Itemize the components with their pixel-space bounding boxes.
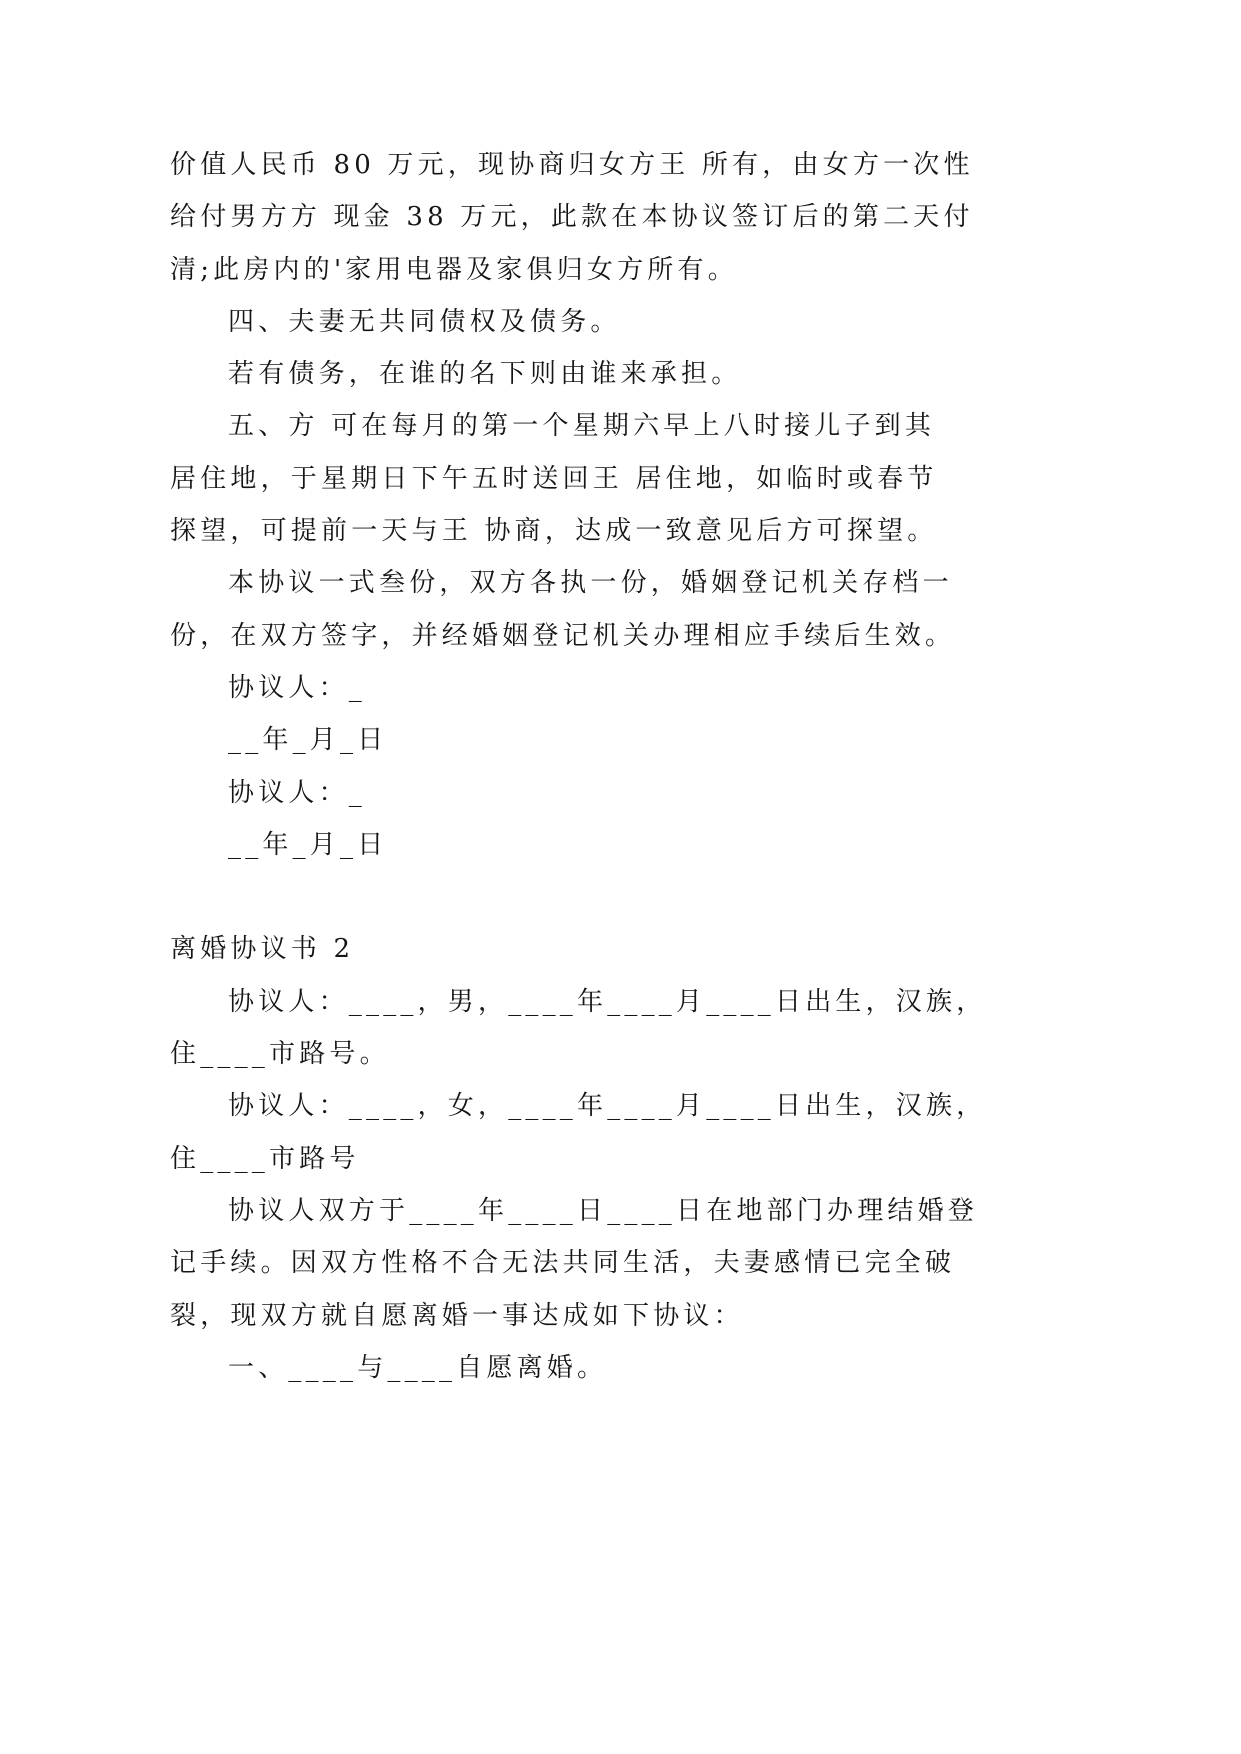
paragraph-line: 本协议一式叁份，双方各执一份，婚姻登记机关存档一	[228, 568, 953, 599]
paragraph-line: 住____市路号。	[170, 1039, 390, 1070]
paragraph-line: 份，在双方签字，并经婚姻登记机关办理相应手续后生效。	[170, 620, 956, 651]
section-1	[170, 139, 1241, 871]
paragraph-line: 给付男方方 现金 38 万元，此款在本协议签订后的第二天付	[170, 202, 974, 233]
paragraph-line: 居住地，于星期日下午五时送回王 居住地，如临时或春节	[170, 463, 938, 494]
paragraph-line: 住____市路号	[170, 1143, 360, 1174]
paragraph-line: 五、方 可在每月的第一个星期六早上八时接儿子到其	[228, 411, 936, 442]
paragraph-line: 四、夫妻无共同债权及债务。	[228, 306, 621, 337]
date-line: __年_月_日	[228, 829, 388, 860]
paragraph-line: 一、____与____自愿离婚。	[228, 1352, 608, 1383]
paragraph-line: 裂，现双方就自愿离婚一事达成如下协议：	[170, 1300, 744, 1331]
paragraph-line: 记手续。因双方性格不合无法共同生活，夫妻感情已完全破	[170, 1248, 956, 1279]
paragraph-line: 协议人：____，男，____年____月____日出生，汉族，	[228, 986, 987, 1017]
paragraph-line: 价值人民币 80 万元，现协商归女方王 所有，由女方一次性	[170, 150, 974, 180]
date-line: __年_月_日	[228, 725, 388, 756]
paragraph-line: 清;此房内的'家用电器及家俱归女方所有。	[170, 254, 738, 285]
paragraph-line: 探望，可提前一天与王 协商，达成一致意见后方可探望。	[170, 516, 938, 547]
signatory-line: 协议人：_	[228, 672, 367, 703]
section-2	[170, 923, 1241, 1394]
paragraph-line: 协议人双方于____年____日____日在地部门办理结婚登	[228, 1195, 979, 1226]
paragraph-line: 协议人：____，女，____年____月____日出生，汉族，	[228, 1091, 987, 1122]
blank-line	[170, 871, 1241, 923]
paragraph-line: 若有债务，在谁的名下则由谁来承担。	[228, 359, 742, 390]
signatory-line: 协议人：_	[228, 777, 367, 808]
section-title: 离婚协议书 2	[170, 934, 355, 965]
